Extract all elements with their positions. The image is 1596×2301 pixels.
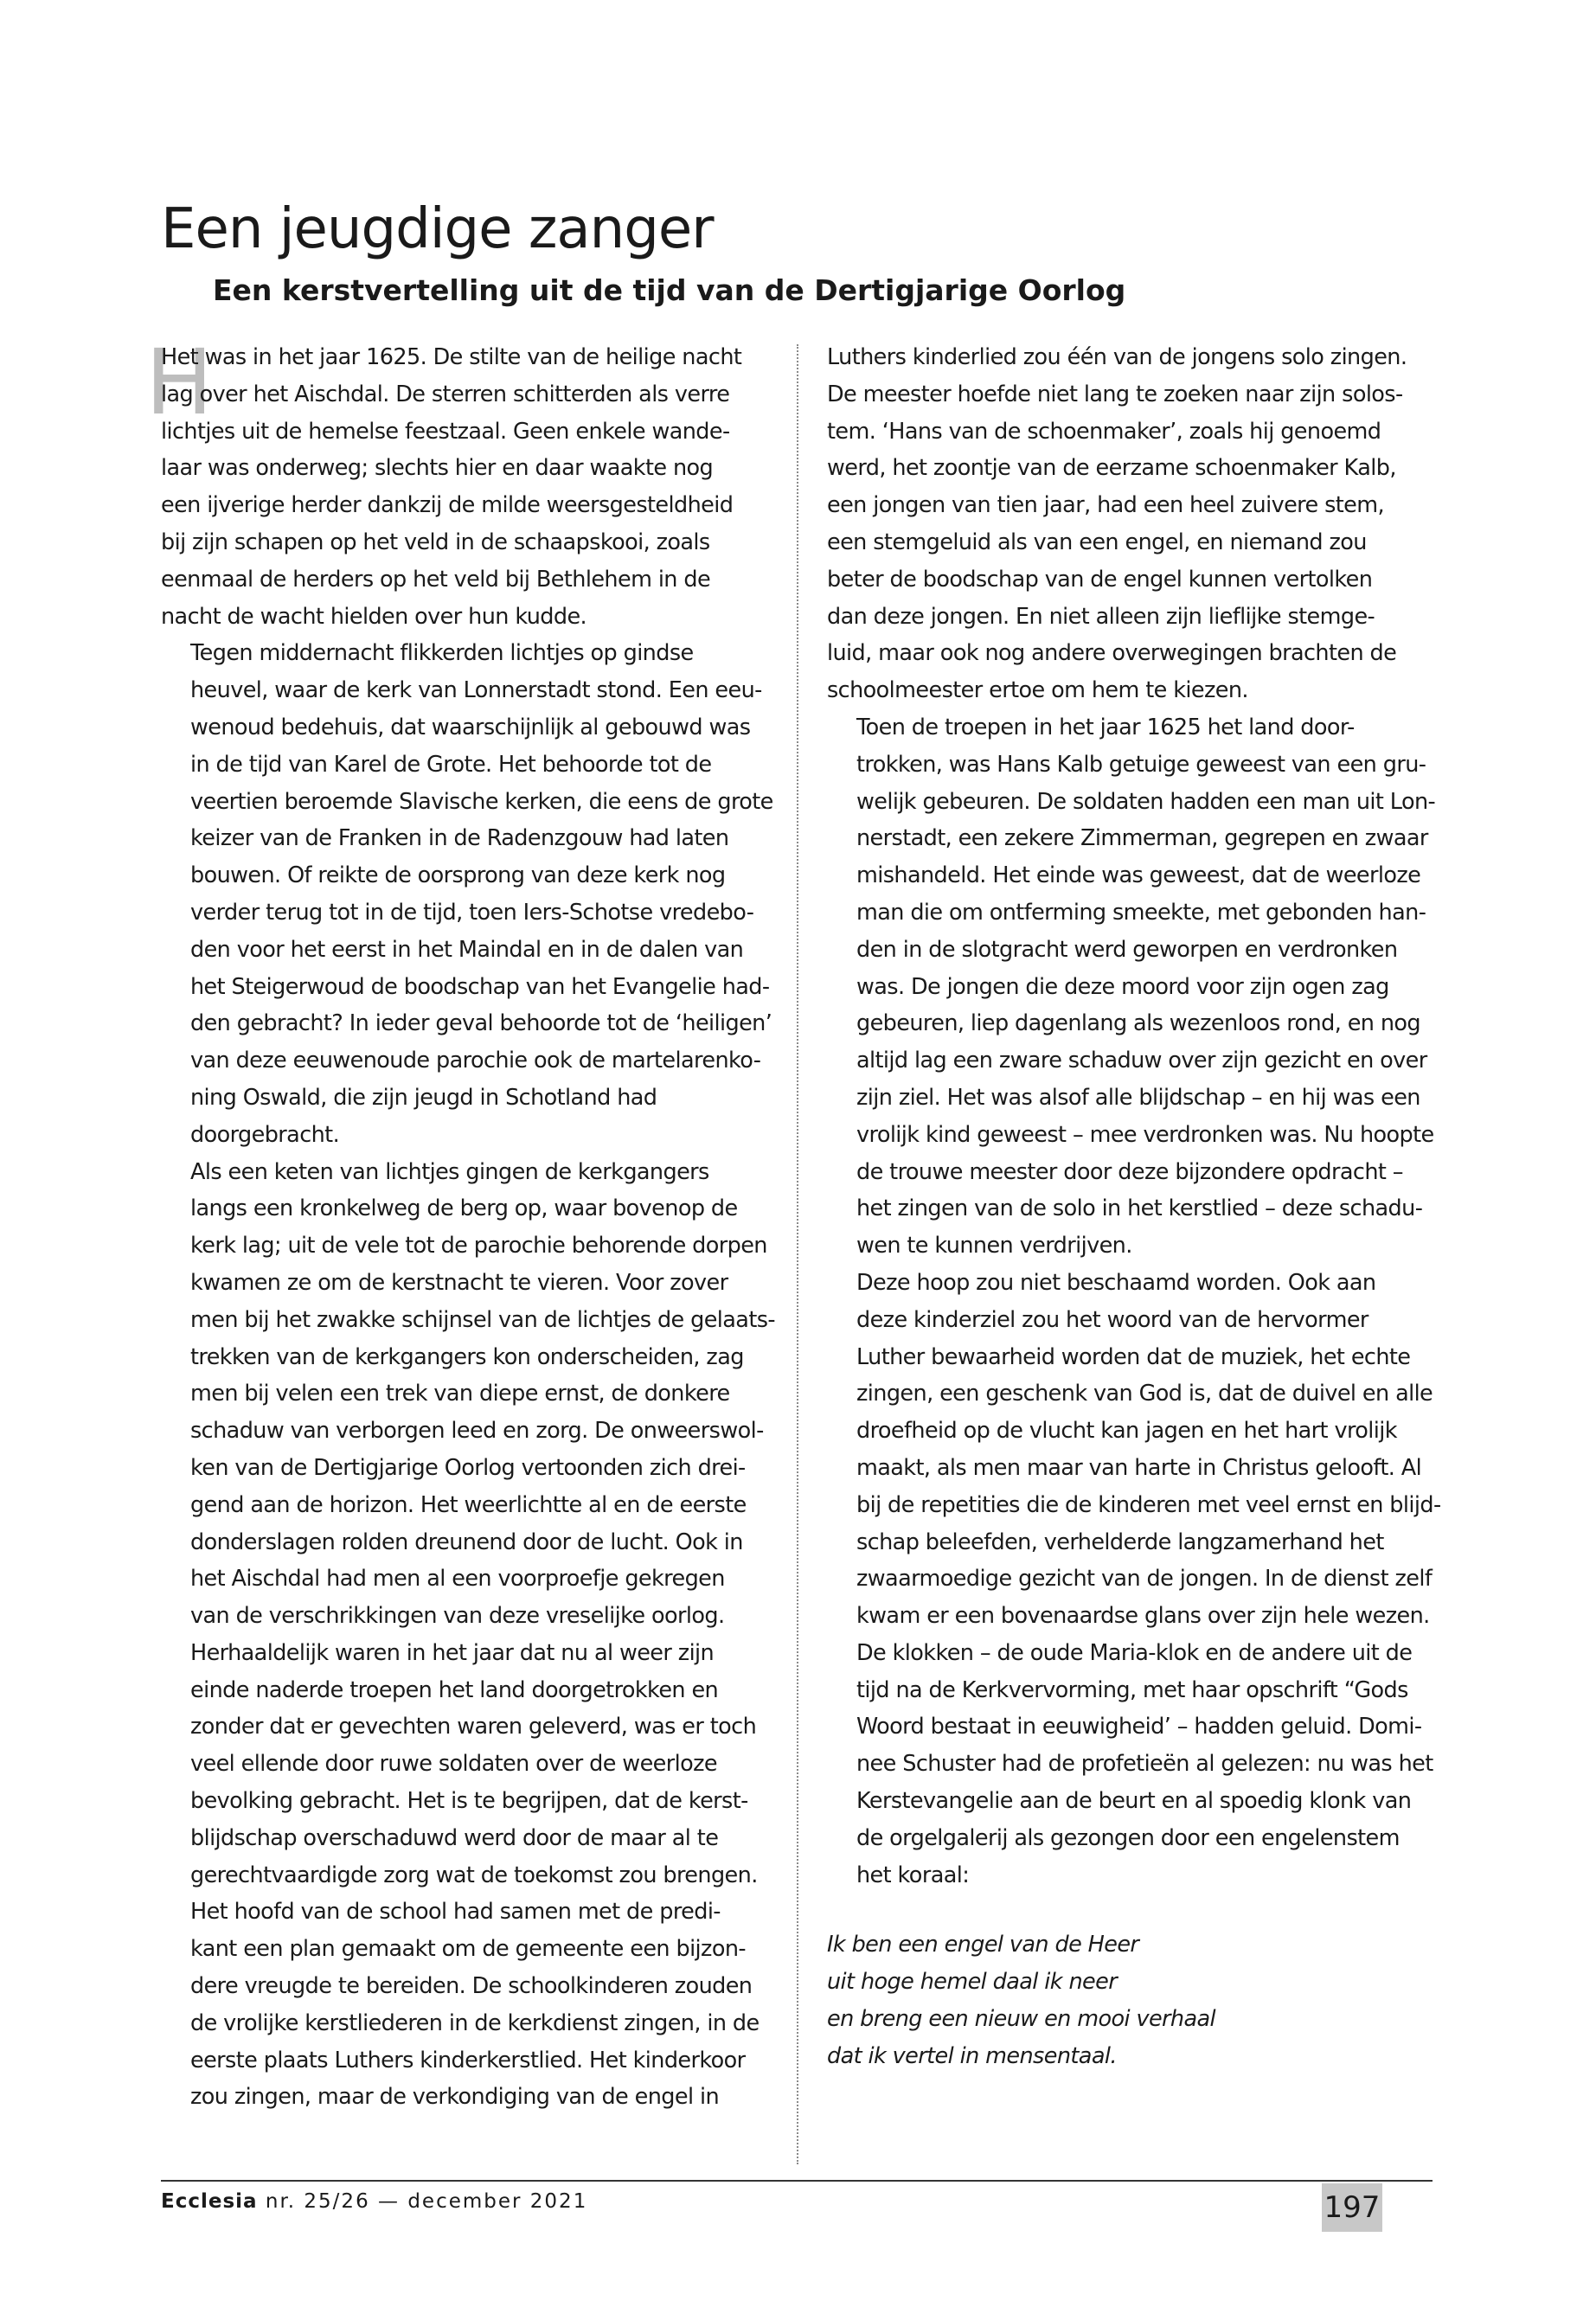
- text-line: De meester hoefde niet lang te zoeken naar zijn solos-: [827, 381, 1403, 407]
- text-line: den in de slotgracht werd geworpen en verdronken: [856, 936, 1398, 963]
- text-line: Herhaaldelijk waren in het jaar dat nu al weer zijn: [190, 1639, 715, 1666]
- text-line: van deze eeuwenoude parochie ook de martelarenko-: [190, 1048, 761, 1074]
- text-line: nacht de wacht hielden over hun kudde.: [161, 603, 587, 630]
- text-line: veertien beroemde Slavische kerken, die eens de grote: [190, 788, 773, 815]
- article-subtitle: Een kerstvertelling uit de tijd van de Dertigjarige Oorlog: [213, 273, 1126, 307]
- text-line: zou zingen, maar de verkondiging van de engel in: [190, 2084, 720, 2111]
- text-line: ning Oswald, die zijn jeugd in Schotland had: [190, 1084, 657, 1111]
- text-line: de orgelgalerij als gezongen door een engelenstem: [856, 1824, 1400, 1851]
- paragraph: [827, 339, 1450, 709]
- text-line: gerechtvaardigde zorg wat de toekomst zou brengen.: [190, 1862, 758, 1888]
- text-line: zijn ziel. Het was alsof alle blijdschap – en hij was een: [856, 1084, 1420, 1111]
- text-line: wen te kunnen verdrijven.: [856, 1233, 1132, 1259]
- text-line: maakt, als men maar van harte in Christus gelooft. Al: [856, 1454, 1422, 1481]
- text-line: wenoud bedehuis, dat waarschijnlijk al gebouwd was: [190, 714, 751, 740]
- text-line: altijd lag een zware schaduw over zijn gezicht en over: [856, 1048, 1427, 1074]
- text-line: men bij het zwakke schijnsel van de lichtjes de gelaats-: [190, 1306, 776, 1333]
- drop-cap: H: [145, 330, 214, 435]
- text-line: schaduw van verborgen leed en zorg. De onweerswol-: [190, 1418, 764, 1445]
- text-line: was. De jongen die deze moord voor zijn ogen zag: [856, 973, 1389, 1000]
- text-line: De klokken – de oude Maria-klok en de andere uit de: [856, 1639, 1413, 1666]
- text-line: den gebracht? In ieder geval behoorde tot de ‘heiligen’: [190, 1010, 772, 1037]
- poem-line: uit hoge hemel daal ik neer: [827, 1969, 1118, 1996]
- text-line: nerstadt, een zekere Zimmerman, gegrepen en zwaar: [856, 825, 1428, 852]
- text-line: kant een plan gemaakt om de gemeente een bijzon-: [190, 1936, 746, 1963]
- text-line: welijk gebeuren. De soldaten hadden een man uit Lon-: [856, 788, 1436, 815]
- text-line: Toen de troepen in het jaar 1625 het land door-: [856, 714, 1355, 740]
- text-line: het Steigerwoud de boodschap van het Evangelie had-: [190, 973, 770, 1000]
- text-line: schap beleefden, verhelderde langzamerhand het: [856, 1529, 1384, 1555]
- text-line: man die om ontferming smeekte, met gebonden han-: [856, 899, 1426, 926]
- left-column: [161, 339, 780, 2116]
- text-line: mishandeld. Het einde was geweest, dat de weerloze: [856, 862, 1421, 889]
- text-line: donderslagen rolden dreunend door de lucht. Ook in: [190, 1529, 743, 1555]
- text-line: einde naderde troepen het land doorgetrokken en: [190, 1676, 719, 1703]
- text-line: trekken van de kerkgangers kon onderscheiden, zag: [190, 1343, 744, 1370]
- text-line: kwam er een bovenaardse glans over zijn hele wezen.: [856, 1603, 1430, 1630]
- text-line: een jongen van tien jaar, had een heel zuivere stem,: [827, 492, 1384, 519]
- text-line: bij zijn schapen op het veld in de schaapskooi, zoals: [161, 529, 710, 555]
- text-line: gebeuren, liep dagenlang als wezenloos rond, en nog: [856, 1010, 1421, 1037]
- text-line: eerste plaats Luthers kinderkerstlied. Het kinderkoor: [190, 2047, 746, 2073]
- right-column-paragraphs: [827, 339, 1450, 1894]
- text-line: bouwen. Of reikte de oorsprong van deze kerk nog: [190, 862, 726, 889]
- text-line: verder terug tot in de tijd, toen Iers-Schotse vredebo-: [190, 899, 754, 926]
- text-line: deze kinderziel zou het woord van de hervormer: [856, 1306, 1368, 1333]
- text-line: Woord bestaat in eeuwigheid’ – hadden geluid. Domi-: [856, 1714, 1422, 1740]
- article-title: Een jeugdige zanger: [161, 197, 714, 261]
- text-line: het zingen van de solo in het kerstlied – deze schadu-: [856, 1195, 1423, 1222]
- text-line: Deze hoop zou niet beschaamd worden. Ook aan: [856, 1269, 1376, 1296]
- text-line: trokken, was Hans Kalb getuige geweest van een gru-: [856, 751, 1426, 778]
- text-line: gend aan de horizon. Het weerlichtte al en de eerste: [190, 1491, 747, 1518]
- page-number: 197: [1322, 2183, 1382, 2232]
- right-column: [827, 339, 1450, 2075]
- footer-rule: [161, 2180, 1433, 2182]
- text-line: van de verschrikkingen van deze vreselijke oorlog.: [190, 1603, 725, 1630]
- text-line: droefheid op de vlucht kan jagen en het hart vrolijk: [856, 1418, 1397, 1445]
- text-line: nee Schuster had de profetieën al gelezen: nu was het: [856, 1751, 1433, 1778]
- text-line: men bij velen een trek van diepe ernst, de donkere: [190, 1381, 730, 1407]
- text-line: in de tijd van Karel de Grote. Het behoorde tot de: [190, 751, 712, 778]
- text-line: kwamen ze om de kerstnacht te vieren. Voor zover: [190, 1269, 728, 1296]
- text-line: lag over het Aischdal. De sterren schitterden als verre: [161, 381, 730, 407]
- text-line: Het was in het jaar 1625. De stilte van de heilige nacht: [161, 344, 742, 370]
- text-line: bevolking gebracht. Het is te begrijpen, dat de kerst-: [190, 1788, 748, 1815]
- text-line: Kerstevangelie aan de beurt en al spoedig klonk van: [856, 1788, 1412, 1815]
- paragraph: [161, 339, 780, 635]
- text-line: bij de repetities die de kinderen met veel ernst en blijd-: [856, 1491, 1441, 1518]
- text-line: tem. ‘Hans van de schoenmaker’, zoals hij genoemd: [827, 418, 1381, 445]
- text-line: een stemgeluid als van een engel, en niemand zou: [827, 529, 1367, 555]
- text-line: vrolijk kind geweest – mee verdronken was. Nu hoopte: [856, 1121, 1434, 1148]
- poem-line: Ik ben een engel van de Heer: [827, 1932, 1139, 1958]
- poem-line: dat ik vertel in mensentaal.: [827, 2042, 1117, 2069]
- text-line: blijdschap overschaduwd werd door de maar al te: [190, 1824, 719, 1851]
- poem-verse: [827, 1926, 1450, 2074]
- text-line: tijd na de Kerkvervorming, met haar opschrift “Gods: [856, 1676, 1408, 1703]
- text-line: dan deze jongen. En niet alleen zijn lieflijke stemge-: [827, 603, 1375, 630]
- magazine-name: Ecclesia: [161, 2190, 258, 2213]
- text-line: lichtjes uit de hemelse feestzaal. Geen enkele wande-: [161, 418, 730, 445]
- text-line: het Aischdal had men al een voorproefje gekregen: [190, 1566, 725, 1593]
- footer-issue-line: [161, 2190, 587, 2213]
- text-line: heuvel, waar de kerk van Lonnerstadt stond. Een eeu-: [190, 677, 762, 704]
- paragraph: [827, 1265, 1450, 1894]
- text-line: eenmaal de herders op het veld bij Bethlehem in de: [161, 566, 711, 593]
- text-line: Als een keten van lichtjes gingen de kerkgangers: [190, 1158, 709, 1185]
- text-line: de trouwe meester door deze bijzondere opdracht –: [856, 1158, 1403, 1185]
- text-line: het koraal:: [856, 1862, 970, 1888]
- text-line: werd, het zoontje van de eerzame schoenmaker Kalb,: [827, 455, 1396, 482]
- text-line: luid, maar ook nog andere overwegingen brachten de: [827, 640, 1397, 667]
- text-line: zonder dat er gevechten waren geleverd, was er toch: [190, 1714, 757, 1740]
- text-line: doorgebracht.: [190, 1121, 340, 1148]
- text-line: veel ellende door ruwe soldaten over de weerloze: [190, 1751, 717, 1778]
- text-line: keizer van de Franken in de Radenzgouw had laten: [190, 825, 729, 852]
- text-line: Luthers kinderlied zou één van de jongens solo zingen.: [827, 344, 1407, 370]
- paragraph: [161, 635, 780, 1153]
- text-line: dere vreugde te bereiden. De schoolkinderen zouden: [190, 1973, 753, 2000]
- text-line: den voor het eerst in het Maindal en in de dalen van: [190, 936, 744, 963]
- text-line: Het hoofd van de school had samen met de predi-: [190, 1899, 721, 1926]
- text-line: laar was onderweg; slechts hier en daar waakte nog: [161, 455, 714, 482]
- text-line: zingen, een geschenk van God is, dat de duivel en alle: [856, 1381, 1433, 1407]
- text-line: schoolmeester ertoe om hem te kiezen.: [827, 677, 1248, 704]
- column-divider: [797, 344, 798, 2164]
- text-line: de vrolijke kerstliederen in de kerkdienst zingen, in de: [190, 2009, 760, 2036]
- issue-info: nr. 25/26 — december 2021: [265, 2190, 588, 2213]
- text-line: Tegen middernacht flikkerden lichtjes op gindse: [190, 640, 694, 667]
- paragraph: [827, 709, 1450, 1265]
- text-line: zwaarmoedige gezicht van de jongen. In de dienst zelf: [856, 1566, 1433, 1593]
- text-line: beter de boodschap van de engel kunnen vertolken: [827, 566, 1373, 593]
- paragraph: [161, 1894, 780, 2116]
- paragraph: [161, 1154, 780, 1894]
- text-line: een ijverige herder dankzij de milde weersgesteldheid: [161, 492, 734, 519]
- poem-line: en breng een nieuw en mooi verhaal: [827, 2006, 1216, 2033]
- text-line: kerk lag; uit de vele tot de parochie behorende dorpen: [190, 1233, 767, 1259]
- text-line: ken van de Dertigjarige Oorlog vertoonden zich drei-: [190, 1454, 746, 1481]
- text-line: Luther bewaarheid worden dat de muziek, het echte: [856, 1343, 1411, 1370]
- text-line: langs een kronkelweg de berg op, waar bovenop de: [190, 1195, 738, 1222]
